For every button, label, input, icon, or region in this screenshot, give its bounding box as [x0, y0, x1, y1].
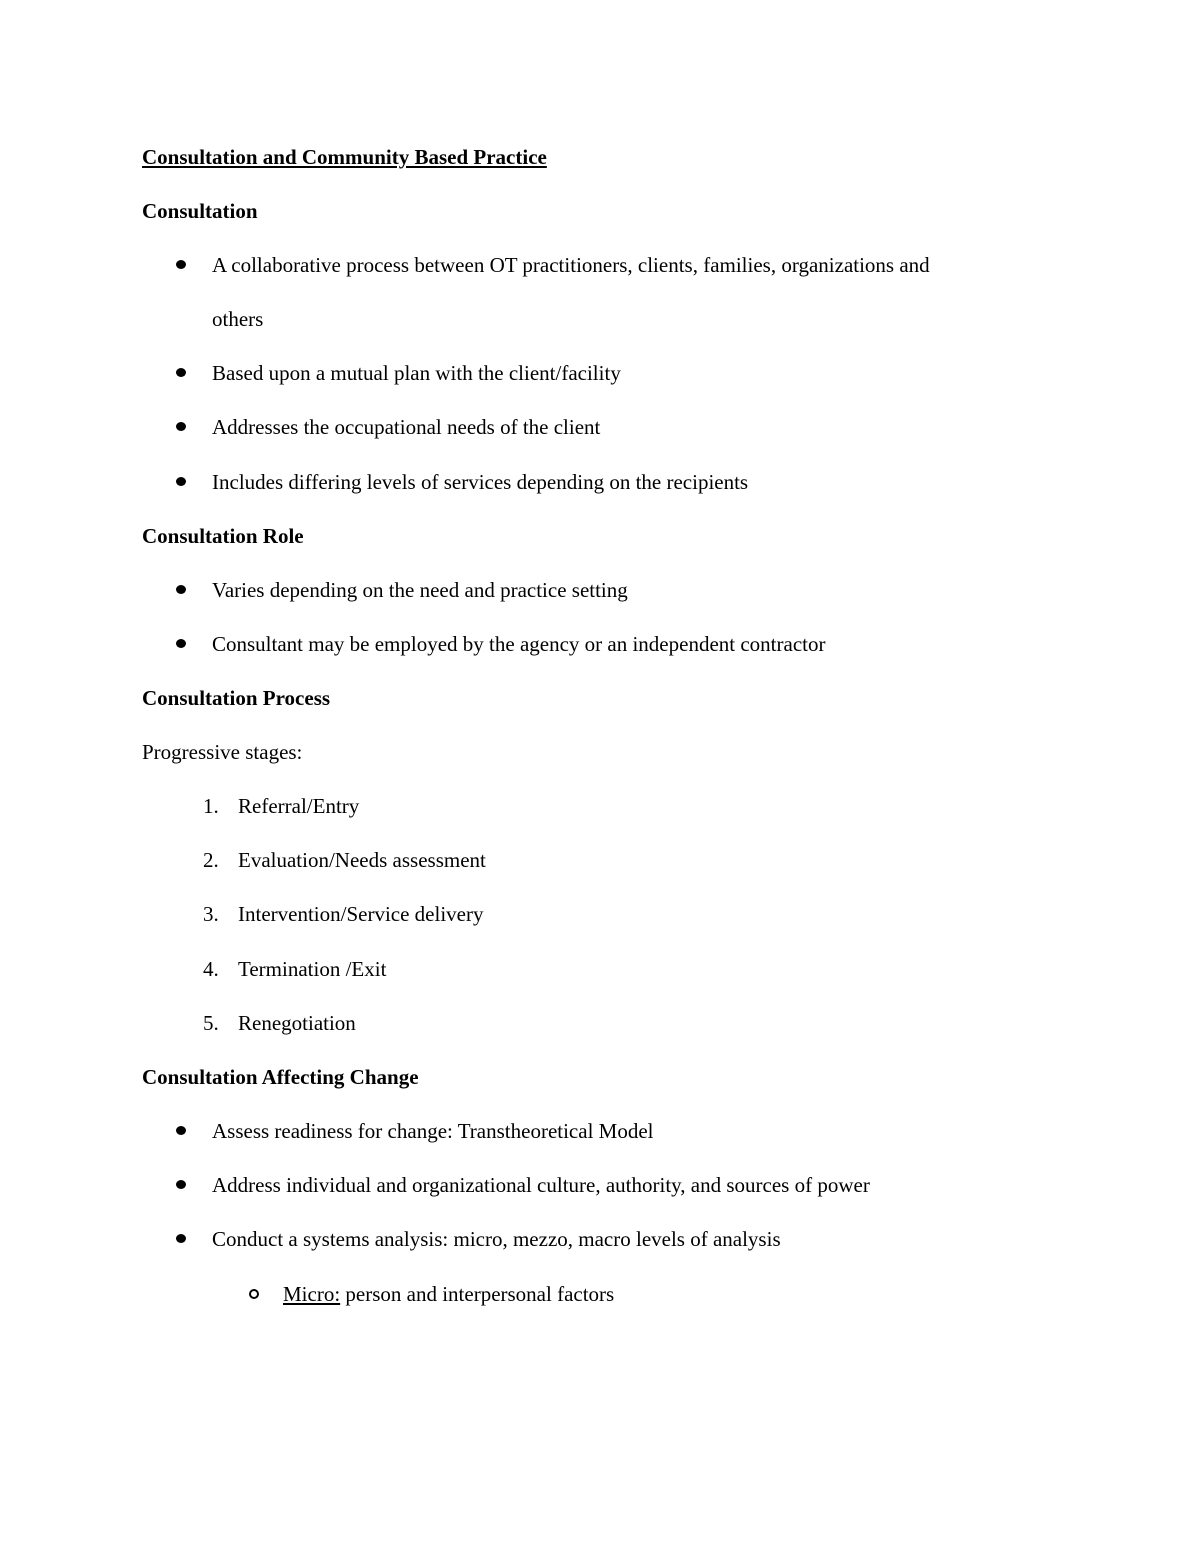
section-heading-process: Consultation Process [142, 686, 331, 710]
numbered-item: Intervention/Service delivery [238, 902, 484, 926]
list-number: 3. [203, 902, 219, 926]
hollow-bullet-icon [249, 1289, 259, 1299]
section-heading-consultation: Consultation [142, 199, 258, 223]
numbered-item: Renegotiation [238, 1011, 356, 1035]
bullet-icon [176, 477, 186, 486]
list-item: Varies depending on the need and practice setting [212, 578, 628, 602]
list-item: A collaborative process between OT practitioners, clients, families, organizations and [212, 253, 930, 277]
bullet-icon [176, 585, 186, 594]
process-intro: Progressive stages: [142, 740, 303, 764]
sub-item-label: Micro: [283, 1282, 341, 1306]
bullet-icon [176, 1180, 186, 1189]
sub-list-item [283, 1280, 614, 1308]
bullet-icon [176, 1234, 186, 1243]
numbered-item: Referral/Entry [238, 794, 360, 818]
list-item: Assess readiness for change: Transtheoretical Model [212, 1119, 654, 1143]
bullet-icon [176, 260, 186, 269]
bullet-icon [176, 368, 186, 377]
sub-item-text: person and interpersonal factors [340, 1282, 615, 1306]
list-number: 1. [203, 794, 219, 818]
list-number: 4. [203, 957, 219, 981]
bullet-icon [176, 422, 186, 431]
list-item: Includes differing levels of services depending on the recipients [212, 470, 749, 494]
numbered-item: Evaluation/Needs assessment [238, 848, 486, 872]
list-item-continuation: others [212, 307, 264, 331]
list-item: Consultant may be employed by the agency or an independent contractor [212, 632, 826, 656]
document-title: Consultation and Community Based Practice [142, 145, 547, 169]
list-item: Addresses the occupational needs of the client [212, 415, 601, 439]
numbered-item: Termination /Exit [238, 957, 387, 981]
list-number: 2. [203, 848, 219, 872]
list-item: Based upon a mutual plan with the client/facility [212, 361, 621, 385]
bullet-icon [176, 1126, 186, 1135]
list-item: Address individual and organizational culture, authority, and sources of power [212, 1173, 870, 1197]
section-heading-change: Consultation Affecting Change [142, 1065, 419, 1089]
bullet-icon [176, 639, 186, 648]
list-item: Conduct a systems analysis: micro, mezzo, macro levels of analysis [212, 1227, 781, 1251]
list-number: 5. [203, 1011, 219, 1035]
section-heading-role: Consultation Role [142, 524, 304, 548]
